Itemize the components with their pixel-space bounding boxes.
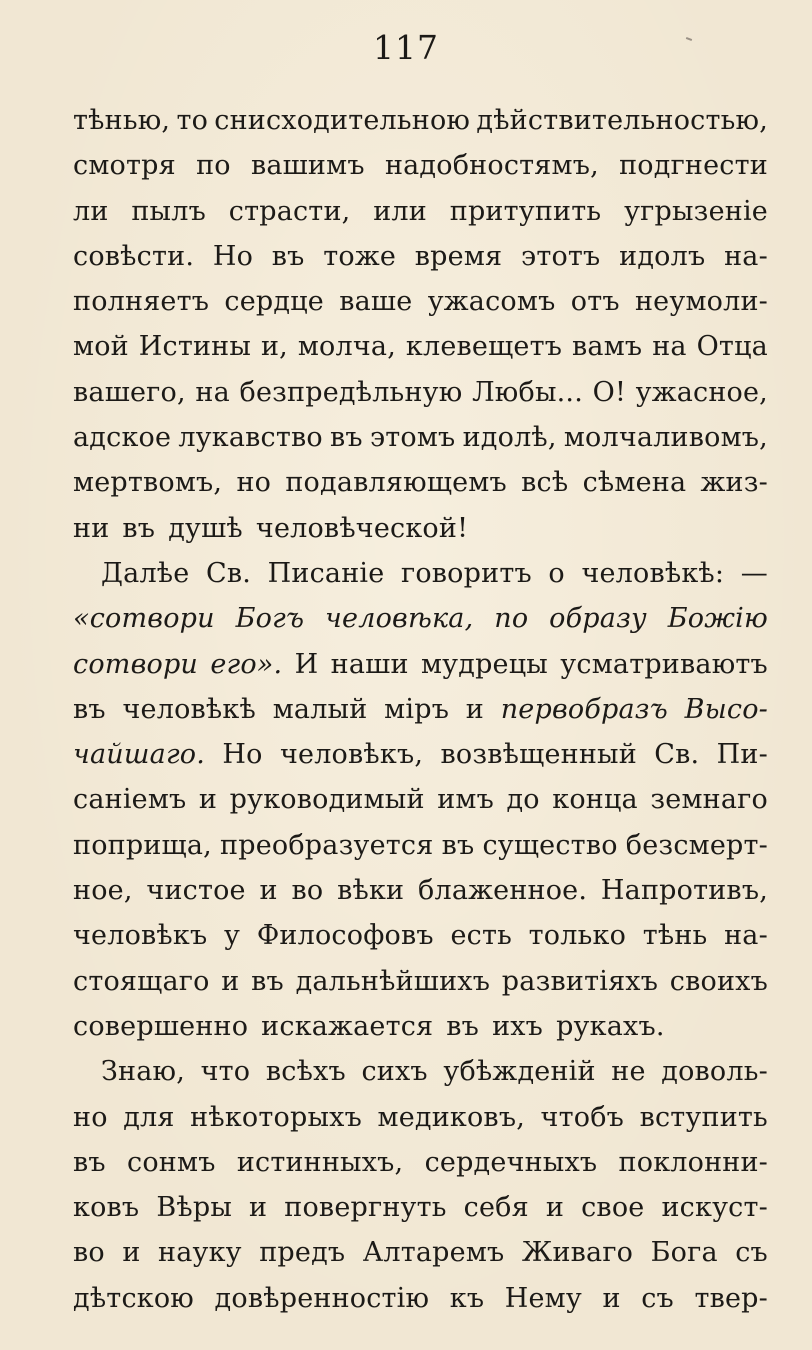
text-line xyxy=(73,777,768,822)
word: страсти, xyxy=(228,195,351,227)
text-line xyxy=(73,823,768,868)
text-line xyxy=(73,687,768,732)
word: Св. xyxy=(206,557,252,589)
word: въ xyxy=(122,512,156,544)
word: неумоли- xyxy=(634,286,768,318)
italic-word: образу xyxy=(549,603,647,635)
word: поклонни- xyxy=(618,1146,768,1178)
word: смотря xyxy=(73,150,176,182)
word: возвѣщенный xyxy=(440,739,637,771)
word: Живаго xyxy=(521,1237,634,1269)
text-line xyxy=(73,1276,768,1321)
word: Пи- xyxy=(716,739,768,771)
word: только xyxy=(528,920,627,952)
word: Вѣры xyxy=(156,1192,233,1224)
word: сонмъ xyxy=(127,1146,216,1178)
word: своихъ xyxy=(669,965,768,997)
word: Св. xyxy=(654,739,700,771)
word: въ xyxy=(446,1010,480,1042)
word: и xyxy=(602,1282,621,1314)
word: притупить xyxy=(449,195,602,227)
word: малый xyxy=(272,693,368,725)
word: Философовъ xyxy=(256,920,434,952)
italic-word: Божію xyxy=(667,603,768,635)
italic-word: чайшаго. xyxy=(73,739,206,771)
text-line xyxy=(73,415,768,460)
word: И xyxy=(294,648,319,680)
word: земнаго xyxy=(650,784,768,816)
word: сердечныхъ xyxy=(424,1146,598,1178)
word: угрызеніе xyxy=(624,195,768,227)
word: что xyxy=(200,1056,251,1088)
word: медиковъ, xyxy=(377,1101,525,1133)
word: и, xyxy=(260,331,288,363)
word: на- xyxy=(724,240,768,272)
word: Бога xyxy=(650,1237,718,1269)
word: клевещетъ xyxy=(405,331,563,363)
word: на xyxy=(652,331,687,363)
word: о xyxy=(548,557,565,589)
word: Далѣе xyxy=(101,557,190,589)
word: сѣмена xyxy=(582,467,687,499)
text-line xyxy=(73,143,768,188)
word: человѣкъ, xyxy=(279,739,424,771)
word: и xyxy=(545,1192,565,1224)
word: убѣжденій xyxy=(443,1056,596,1088)
word: въ xyxy=(251,965,284,997)
text-line xyxy=(73,732,768,777)
word: сердце xyxy=(224,286,324,318)
text-line xyxy=(73,1185,768,1230)
word: на xyxy=(195,376,230,408)
word: съ xyxy=(735,1237,768,1269)
word: тѣнью, xyxy=(73,105,171,136)
italic-word: по xyxy=(494,603,529,635)
word: тѣнь xyxy=(642,920,708,952)
word: всѣ xyxy=(521,467,569,499)
word: говоритъ xyxy=(400,557,532,589)
word: и xyxy=(259,875,278,907)
word: вѣки xyxy=(337,875,405,907)
word: Напротивъ, xyxy=(600,875,768,907)
text-line xyxy=(73,279,768,324)
word: наши xyxy=(330,648,409,680)
word: снисходительною xyxy=(214,105,471,136)
word: Знаю, xyxy=(101,1056,186,1088)
word: совѣсти. xyxy=(73,240,195,272)
word: сихъ xyxy=(361,1056,428,1088)
text-line xyxy=(73,324,768,369)
word: идолъ xyxy=(619,240,706,272)
word: мой xyxy=(73,331,129,363)
word: безсмерт- xyxy=(625,829,768,861)
word: саніемъ xyxy=(73,784,187,816)
text-line xyxy=(73,1230,768,1275)
word: себя xyxy=(463,1192,529,1224)
text-line xyxy=(73,913,768,958)
word: и xyxy=(249,1192,268,1224)
word: пылъ xyxy=(131,195,206,227)
word: всѣхъ xyxy=(265,1056,346,1088)
word: предъ xyxy=(259,1237,346,1269)
italic-word: человѣка, xyxy=(325,603,474,635)
italic-word: Богъ xyxy=(235,603,305,635)
word: Алтаремъ xyxy=(362,1237,505,1269)
word: Любы... xyxy=(472,376,583,408)
word: Но xyxy=(222,739,263,771)
word: въ xyxy=(330,422,363,454)
word: и xyxy=(122,1237,141,1269)
word: полняетъ xyxy=(73,286,210,318)
word: не xyxy=(611,1056,646,1088)
text-line xyxy=(73,506,768,551)
word: существо xyxy=(482,829,618,861)
word: вамъ xyxy=(572,331,643,363)
text-line xyxy=(73,1004,768,1049)
word: въ xyxy=(73,693,106,725)
word: на- xyxy=(724,920,768,952)
word: во xyxy=(291,875,324,907)
text-line xyxy=(73,189,768,234)
word: этотъ xyxy=(521,240,601,272)
word: мудрецы xyxy=(420,648,548,680)
word: то xyxy=(176,105,209,136)
word: подавляющемъ xyxy=(285,467,507,499)
italic-word: сотвори xyxy=(73,648,199,680)
text-line xyxy=(73,1140,768,1185)
word: Но xyxy=(212,240,254,272)
word: повергнуть xyxy=(284,1192,447,1224)
text-line xyxy=(73,1095,768,1140)
word: молча, xyxy=(297,331,396,363)
word: ковъ xyxy=(73,1192,140,1224)
word: рукахъ. xyxy=(556,1010,665,1042)
word: безпредѣльную xyxy=(239,376,463,408)
word: вашего, xyxy=(73,376,186,408)
word: — xyxy=(740,557,768,589)
word: и xyxy=(198,784,218,816)
word: для xyxy=(123,1101,175,1133)
word: человѣческой! xyxy=(255,512,469,544)
word: стоящаго xyxy=(73,965,210,997)
word: у xyxy=(224,920,241,952)
word: довѣренностію xyxy=(214,1282,430,1314)
word: ни xyxy=(73,512,110,544)
text-line xyxy=(73,868,768,913)
word: дѣйствительностью, xyxy=(476,105,768,136)
word: искуст- xyxy=(661,1192,768,1224)
text-line xyxy=(73,370,768,415)
word: науку xyxy=(158,1237,242,1269)
word: Истины xyxy=(138,331,252,363)
word: человѣкѣ xyxy=(122,693,256,725)
word: тоже xyxy=(323,240,397,272)
word: истинныхъ, xyxy=(236,1146,404,1178)
word: руководимый xyxy=(229,784,425,816)
word: надобностямъ, xyxy=(384,150,599,182)
word: въ xyxy=(271,240,305,272)
italic-word: его». xyxy=(210,648,283,680)
word: есть xyxy=(450,920,512,952)
word: съ xyxy=(641,1282,674,1314)
word: но xyxy=(236,467,272,499)
word: чистое xyxy=(146,875,246,907)
text-line xyxy=(73,551,768,596)
italic-word: первобразъ xyxy=(500,693,668,725)
word: до xyxy=(506,784,540,816)
word: доволь- xyxy=(661,1056,768,1088)
word: преобразуется xyxy=(220,829,434,861)
word: искажается xyxy=(261,1010,434,1042)
word: Писаніе xyxy=(267,557,385,589)
word: блаженное. xyxy=(418,875,588,907)
word: О! xyxy=(592,376,626,408)
text-line xyxy=(73,596,768,641)
word: ваше xyxy=(339,286,413,318)
italic-word: Высо- xyxy=(684,693,768,725)
italic-word: «сотвори xyxy=(73,603,215,635)
word: ное, xyxy=(73,875,133,907)
word: человѣкъ xyxy=(73,920,208,952)
word: твер- xyxy=(694,1282,768,1314)
word: міръ xyxy=(384,693,450,725)
word: дальнѣйшихъ xyxy=(295,965,491,997)
word: нѣкоторыхъ xyxy=(190,1101,362,1133)
word: молчаливомъ, xyxy=(563,422,768,454)
word: отъ xyxy=(570,286,620,318)
word: конца xyxy=(552,784,638,816)
word: ли xyxy=(73,195,109,227)
word: поприща, xyxy=(73,829,212,861)
text-line xyxy=(73,959,768,1004)
word: этомъ xyxy=(369,422,456,454)
word: время xyxy=(414,240,503,272)
word: усматриваютъ xyxy=(560,648,768,680)
word: жиз- xyxy=(700,467,768,499)
word: но xyxy=(73,1101,108,1133)
word: мертвомъ, xyxy=(73,467,223,499)
word: ужасное, xyxy=(635,376,768,408)
text-line xyxy=(73,1049,768,1094)
word: въ xyxy=(73,1146,106,1178)
word: адское xyxy=(73,422,172,454)
word: во xyxy=(73,1237,105,1269)
word: подгнести xyxy=(619,150,768,182)
word: лукавство xyxy=(178,422,323,454)
word: по xyxy=(196,150,231,182)
word: ужасомъ xyxy=(427,286,556,318)
word: къ xyxy=(449,1282,485,1314)
word: развитіяхъ xyxy=(501,965,659,997)
word: идолѣ, xyxy=(462,422,557,454)
word: и xyxy=(221,965,240,997)
body-text xyxy=(73,98,768,1321)
text-line xyxy=(73,642,768,687)
word: и xyxy=(465,693,484,725)
word: или xyxy=(373,195,427,227)
word: Отца xyxy=(696,331,768,363)
word: душѣ xyxy=(168,512,243,544)
text-line xyxy=(73,460,768,505)
word: вступить xyxy=(639,1101,768,1133)
word: вашимъ xyxy=(250,150,365,182)
word: человѣкѣ: xyxy=(581,557,725,589)
word: въ xyxy=(441,829,475,861)
word: свое xyxy=(581,1192,645,1224)
text-line xyxy=(73,234,768,279)
word: совершенно xyxy=(73,1010,249,1042)
word: имъ xyxy=(437,784,494,816)
word: Нему xyxy=(504,1282,582,1314)
text-line xyxy=(73,98,768,143)
word: чтобъ xyxy=(540,1101,625,1133)
page-number: 117 xyxy=(373,28,439,67)
word: дѣтскою xyxy=(73,1282,195,1314)
word: ихъ xyxy=(492,1010,544,1042)
